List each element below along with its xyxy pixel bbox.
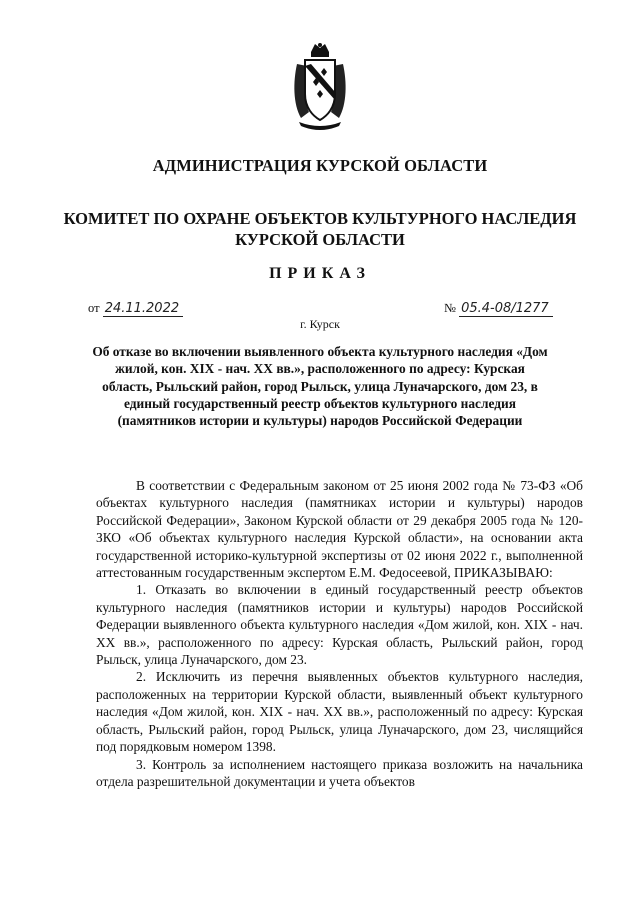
item-3-paragraph: 3. Контроль за исполнением настоящего приказа возложить на начальника отдела разрешительной документации и учета объектов [96, 756, 583, 789]
item-2-paragraph: 2. Исключить из перечня выявленных объектов культурного наследия, расположенных на территории Курской области, выявленный объект культурного наследия «Дом жилой, кон. XIX - нач. XX вв.», расположенный по адресу: Курская область, Рыльский район, город Рыльск, улица Луначарского, дом 23, числящийся под порядковым номером 1398. [96, 669, 583, 755]
handwritten-date: 24.11.2022 [103, 301, 183, 317]
date-prefix: от [88, 301, 100, 315]
handwritten-number: 05.4-08/1277 [459, 301, 553, 317]
committee-title: КОМИТЕТ ПО ОХРАНЕ ОБЪЕКТОВ КУЛЬТУРНОГО НАСЛЕДИЯ КУРСКОЙ ОБЛАСТИ [63, 209, 577, 249]
date-row [88, 301, 183, 316]
order-body [96, 477, 583, 790]
item-1-paragraph: 1. Отказать во включении в единый государственный реестр объектов культурного наследия (памятников истории и культуры) народов Российской Федерации выявленного объекта культурного наследия «Дом жилой, кон. XIX - нач. XX вв.», расположенного по адресу: Курская область, Рыльский район, город Рыльск, улица Луначарского, дом 23. [96, 582, 583, 668]
administration-title: АДМИНИСТРАЦИЯ КУРСКОЙ ОБЛАСТИ [152, 156, 488, 175]
order-subject: Об отказе во включении выявленного объекта культурного наследия «Дом жилой, кон. XIX - нач. XX вв.», расположенного по адресу: Курская область, Рыльский район, город Рыльск, улица Луначарского, дом 23, в единый государственный реестр объектов культурного наследия (памятников истории и культуры) народов Российской Федерации [92, 344, 548, 429]
preamble-paragraph: В соответствии с Федеральным законом от 25 июня 2002 года № 73-ФЗ «Об объектах культурного наследия (памятниках истории и культуры) народов Российской Федерации», Законом Курской области от 29 декабря 2005 года № 120-ЗКО «Об объектах культурного наследия Курской области», на основании акта государственной историко-культурной экспертизы от 02 июня 2022 г., выполненной аттестованным государственным экспертом Е.М. Федосеевой, ПРИКАЗЫВАЮ: [96, 478, 583, 581]
number-row [444, 301, 553, 316]
city-line: г. Курск [300, 317, 340, 331]
coat-of-arms-emblem [291, 42, 349, 130]
document-type: ПРИКАЗ [269, 265, 371, 282]
number-prefix: № [444, 301, 456, 315]
